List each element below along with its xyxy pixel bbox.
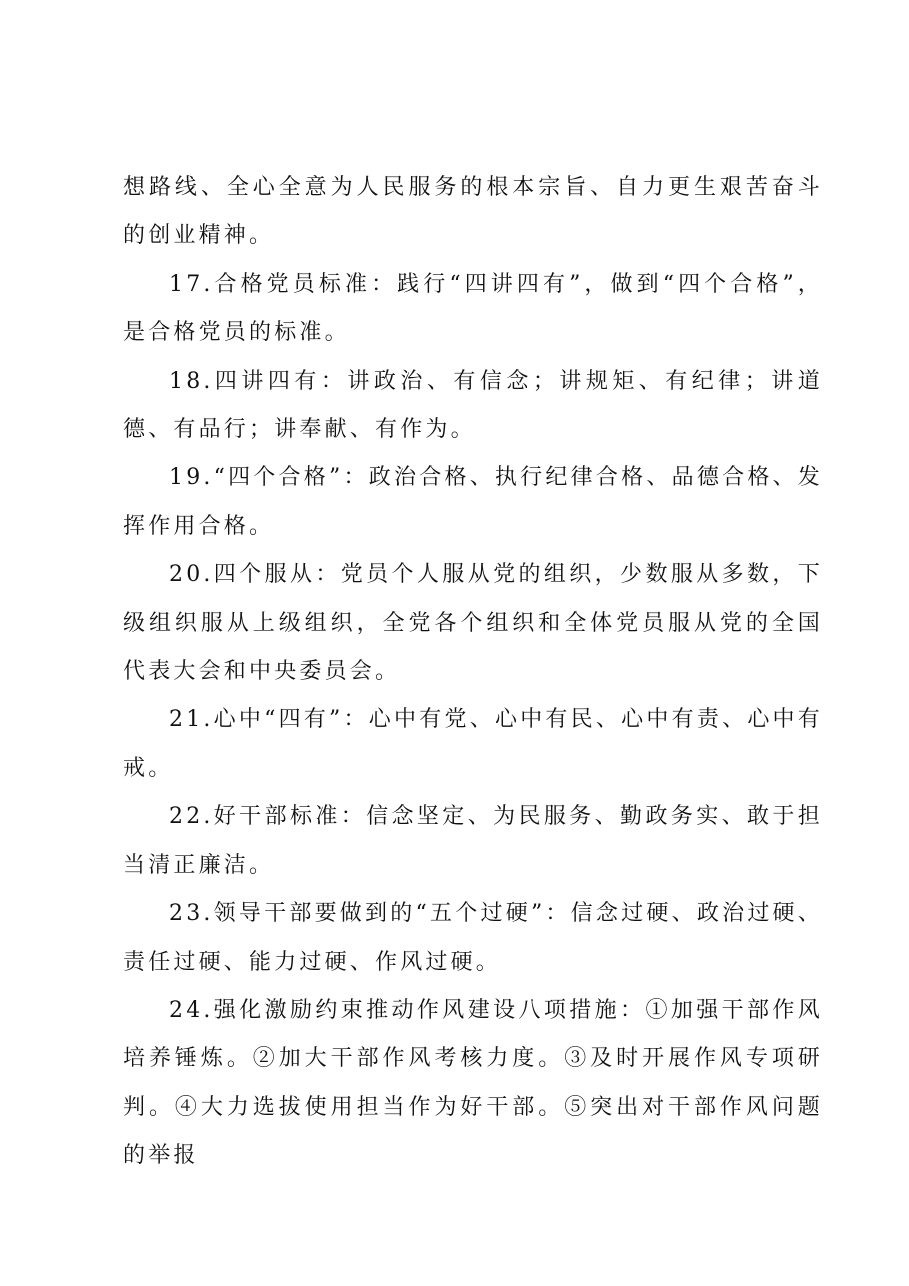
- paragraph-item-22: 22.好干部标准：信念坚定、为民服务、勤政务实、敢于担当清正廉洁。: [123, 804, 823, 878]
- paragraph-item-21: 21.心中“四有”：心中有党、心中有民、心中有责、心中有戒。: [123, 707, 823, 781]
- document-body: [123, 164, 823, 1181]
- paragraph-continuation: 想路线、全心全意为人民服务的根本宗旨、自力更生艰苦奋斗的创业精神。: [123, 175, 823, 249]
- paragraph-item-24: 24.强化激励约束推动作风建设八项措施：①加强干部作风培养锤炼。②加大干部作风考核力度。③及时开展作风专项研判。④大力选拔使用担当作为好干部。⑤突出对干部作风问题的举报: [123, 997, 823, 1169]
- paragraph-item-23: 23.领导干部要做到的“五个过硬”：信念过硬、政治过硬、责任过硬、能力过硬、作风过硬。: [123, 901, 823, 975]
- paragraph-item-17: 17.合格党员标准：践行“四讲四有”，做到“四个合格”，是合格党员的标准。: [123, 271, 823, 346]
- paragraph-item-18: 18.四讲四有：讲政治、有信念；讲规矩、有纪律；讲道德、有品行；讲奉献、有作为。: [123, 368, 823, 443]
- paragraph-item-19: 19.“四个合格”：政治合格、执行纪律合格、品德合格、发挥作用合格。: [123, 465, 823, 539]
- paragraph-item-20: 20.四个服从：党员个人服从党的组织，少数服从多数，下级组织服从上级组织，全党各个组织和全体党员服从党的全国代表大会和中央委员会。: [123, 562, 823, 685]
